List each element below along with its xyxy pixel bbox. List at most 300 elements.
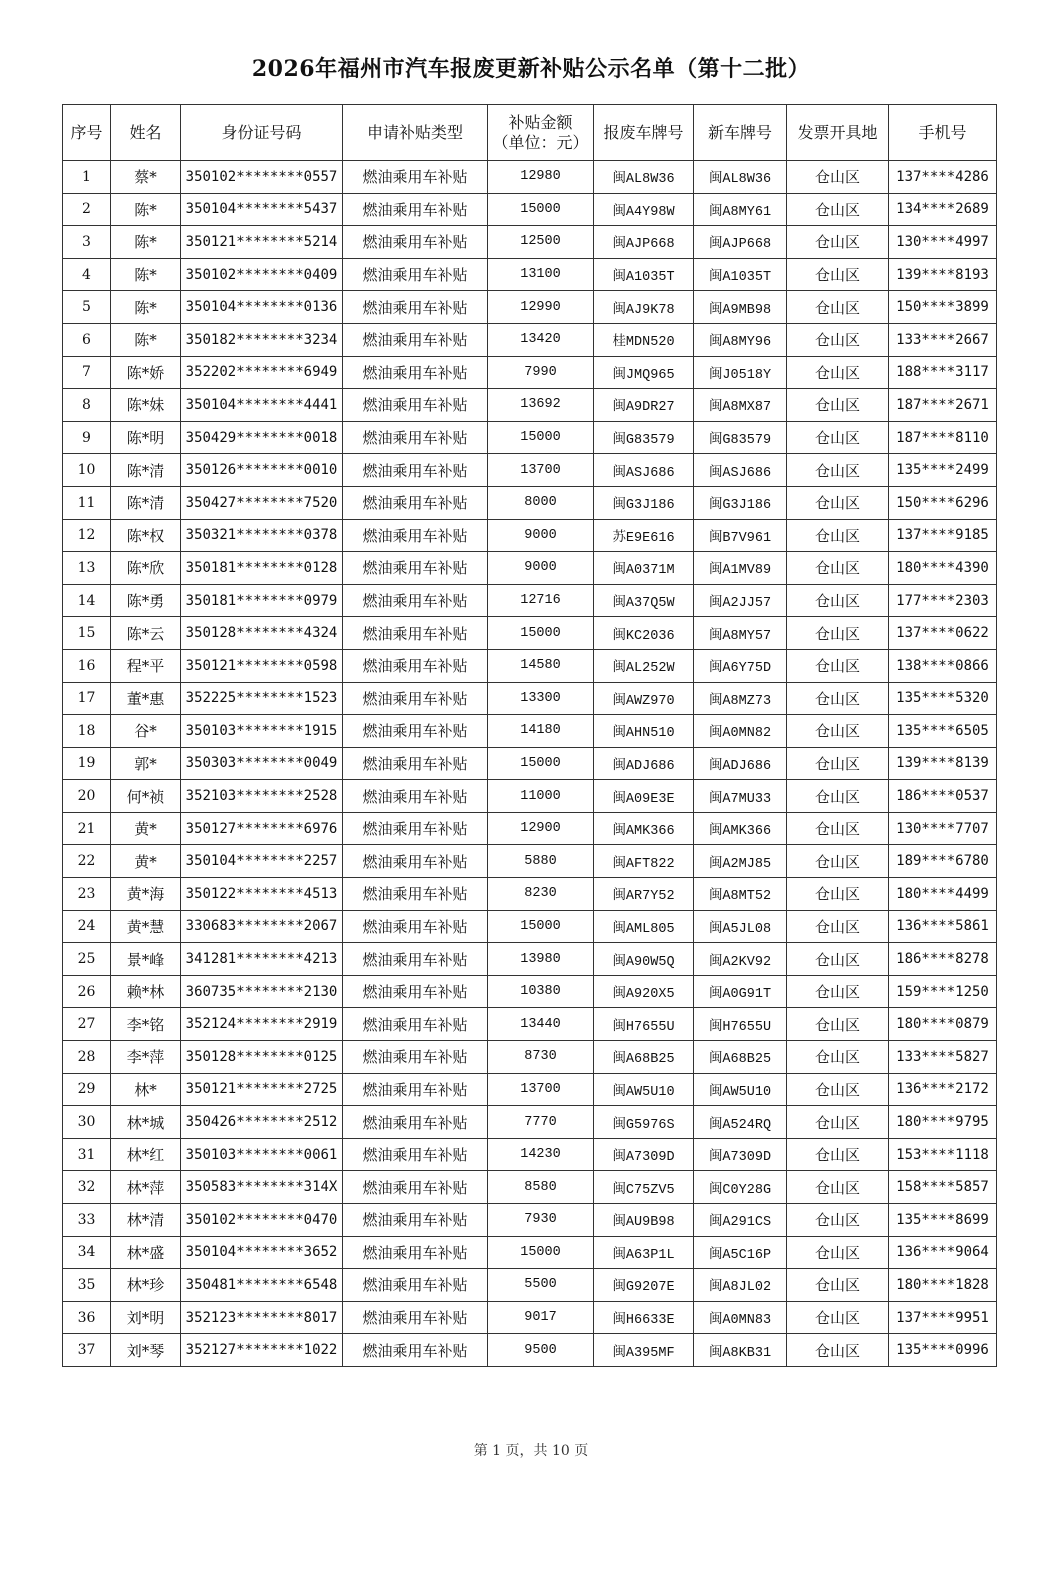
cell-id-number: 350181********0128: [181, 552, 343, 585]
table-row: [63, 1334, 997, 1367]
cell-id-number: 350303********0049: [181, 747, 343, 780]
cell-new-plate: 闽A8MY96: [694, 323, 787, 356]
cell-scrapped-plate: 闽A90W5Q: [594, 943, 694, 976]
cell-new-plate: 闽A0G91T: [694, 975, 787, 1008]
cell-id-number: 350181********0979: [181, 584, 343, 617]
cell-scrapped-plate: 闽AMK366: [594, 812, 694, 845]
cell-id-number: 350427********7520: [181, 486, 343, 519]
cell-id-number: 330683********2067: [181, 910, 343, 943]
cell-name: 刘*明: [111, 1301, 181, 1334]
cell-new-plate: 闽A8JL02: [694, 1269, 787, 1302]
cell-subsidy-type: 燃油乘用车补贴: [343, 682, 488, 715]
cell-seq: 24: [63, 910, 111, 943]
cell-subsidy-type: 燃油乘用车补贴: [343, 161, 488, 194]
cell-id-number: 350104********4441: [181, 389, 343, 422]
cell-invoice-place: 仓山区: [787, 1138, 889, 1171]
cell-subsidy-type: 燃油乘用车补贴: [343, 910, 488, 943]
cell-new-plate: 闽A0MN83: [694, 1301, 787, 1334]
cell-seq: 2: [63, 193, 111, 226]
cell-invoice-place: 仓山区: [787, 747, 889, 780]
table-row: [63, 1204, 997, 1237]
cell-invoice-place: 仓山区: [787, 682, 889, 715]
cell-phone: 153****1118: [889, 1138, 997, 1171]
cell-phone: 189****6780: [889, 845, 997, 878]
cell-amount: 11000: [488, 780, 594, 813]
cell-seq: 9: [63, 421, 111, 454]
cell-subsidy-type: 燃油乘用车补贴: [343, 649, 488, 682]
cell-seq: 32: [63, 1171, 111, 1204]
cell-phone: 134****2689: [889, 193, 997, 226]
cell-subsidy-type: 燃油乘用车补贴: [343, 421, 488, 454]
cell-invoice-place: 仓山区: [787, 1073, 889, 1106]
cell-name: 林*珍: [111, 1269, 181, 1302]
cell-invoice-place: 仓山区: [787, 552, 889, 585]
cell-seq: 23: [63, 878, 111, 911]
cell-new-plate: 闽A0MN82: [694, 715, 787, 748]
cell-scrapped-plate: 闽C75ZV5: [594, 1171, 694, 1204]
cell-subsidy-type: 燃油乘用车补贴: [343, 1106, 488, 1139]
cell-invoice-place: 仓山区: [787, 454, 889, 487]
cell-amount: 15000: [488, 617, 594, 650]
cell-seq: 28: [63, 1041, 111, 1074]
cell-subsidy-type: 燃油乘用车补贴: [343, 519, 488, 552]
cell-phone: 180****4499: [889, 878, 997, 911]
cell-name: 黄*: [111, 812, 181, 845]
cell-subsidy-type: 燃油乘用车补贴: [343, 486, 488, 519]
cell-id-number: 352127********1022: [181, 1334, 343, 1367]
cell-name: 陈*明: [111, 421, 181, 454]
cell-invoice-place: 仓山区: [787, 226, 889, 259]
cell-subsidy-type: 燃油乘用车补贴: [343, 389, 488, 422]
table-row: [63, 454, 997, 487]
cell-id-number: 341281********4213: [181, 943, 343, 976]
cell-id-number: 352103********2528: [181, 780, 343, 813]
cell-name: 李*铭: [111, 1008, 181, 1041]
cell-subsidy-type: 燃油乘用车补贴: [343, 975, 488, 1008]
cell-id-number: 350121********2725: [181, 1073, 343, 1106]
cell-name: 蔡*: [111, 161, 181, 194]
table-row: [63, 291, 997, 324]
cell-id-number: 350121********0598: [181, 649, 343, 682]
cell-phone: 136****5861: [889, 910, 997, 943]
cell-invoice-place: 仓山区: [787, 617, 889, 650]
cell-amount: 5880: [488, 845, 594, 878]
cell-scrapped-plate: 闽G5976S: [594, 1106, 694, 1139]
cell-subsidy-type: 燃油乘用车补贴: [343, 193, 488, 226]
cell-seq: 19: [63, 747, 111, 780]
table-row: [63, 1138, 997, 1171]
cell-scrapped-plate: 闽A37Q5W: [594, 584, 694, 617]
cell-seq: 35: [63, 1269, 111, 1302]
cell-phone: 187****8110: [889, 421, 997, 454]
header-amount-line1: 补贴金额: [508, 112, 573, 132]
cell-name: 董*惠: [111, 682, 181, 715]
cell-name: 陈*: [111, 323, 181, 356]
cell-subsidy-type: 燃油乘用车补贴: [343, 258, 488, 291]
cell-subsidy-type: 燃油乘用车补贴: [343, 552, 488, 585]
cell-invoice-place: 仓山区: [787, 878, 889, 911]
cell-invoice-place: 仓山区: [787, 486, 889, 519]
table-row: [63, 812, 997, 845]
cell-phone: 159****1250: [889, 975, 997, 1008]
cell-scrapped-plate: 闽AWZ970: [594, 682, 694, 715]
table-row: [63, 910, 997, 943]
cell-seq: 22: [63, 845, 111, 878]
table-row: [63, 1041, 997, 1074]
table-row: [63, 878, 997, 911]
cell-name: 陈*清: [111, 486, 181, 519]
cell-scrapped-plate: 闽A395MF: [594, 1334, 694, 1367]
header-amount-line2: （单位：元）: [492, 132, 589, 152]
cell-new-plate: 闽A8MY61: [694, 193, 787, 226]
cell-name: 黄*海: [111, 878, 181, 911]
cell-new-plate: 闽A5JL08: [694, 910, 787, 943]
cell-phone: 135****2499: [889, 454, 997, 487]
cell-phone: 139****8139: [889, 747, 997, 780]
cell-amount: 15000: [488, 421, 594, 454]
cell-subsidy-type: 燃油乘用车补贴: [343, 291, 488, 324]
cell-subsidy-type: 燃油乘用车补贴: [343, 1171, 488, 1204]
cell-seq: 18: [63, 715, 111, 748]
cell-name: 何*祯: [111, 780, 181, 813]
cell-new-plate: 闽B7V961: [694, 519, 787, 552]
table-row: [63, 258, 997, 291]
cell-new-plate: 闽AJP668: [694, 226, 787, 259]
cell-name: 陈*: [111, 226, 181, 259]
cell-seq: 8: [63, 389, 111, 422]
cell-seq: 12: [63, 519, 111, 552]
cell-amount: 13300: [488, 682, 594, 715]
cell-new-plate: 闽G3J186: [694, 486, 787, 519]
cell-scrapped-plate: 闽AL252W: [594, 649, 694, 682]
cell-seq: 30: [63, 1106, 111, 1139]
cell-id-number: 350182********3234: [181, 323, 343, 356]
cell-invoice-place: 仓山区: [787, 291, 889, 324]
cell-scrapped-plate: 闽AR7Y52: [594, 878, 694, 911]
cell-id-number: 350127********6976: [181, 812, 343, 845]
cell-scrapped-plate: 闽AU9B98: [594, 1204, 694, 1237]
cell-new-plate: 闽A2KV92: [694, 943, 787, 976]
cell-amount: 13980: [488, 943, 594, 976]
table-row: [63, 421, 997, 454]
cell-amount: 9000: [488, 519, 594, 552]
cell-amount: 8730: [488, 1041, 594, 1074]
cell-scrapped-plate: 闽KC2036: [594, 617, 694, 650]
cell-id-number: 350426********2512: [181, 1106, 343, 1139]
cell-name: 林*盛: [111, 1236, 181, 1269]
cell-subsidy-type: 燃油乘用车补贴: [343, 1138, 488, 1171]
cell-amount: 15000: [488, 1236, 594, 1269]
cell-seq: 16: [63, 649, 111, 682]
cell-seq: 4: [63, 258, 111, 291]
cell-new-plate: 闽A2MJ85: [694, 845, 787, 878]
cell-invoice-place: 仓山区: [787, 1269, 889, 1302]
table-row: [63, 323, 997, 356]
table-row: [63, 975, 997, 1008]
cell-id-number: 350122********4513: [181, 878, 343, 911]
cell-amount: 9017: [488, 1301, 594, 1334]
cell-phone: 137****4286: [889, 161, 997, 194]
cell-phone: 180****4390: [889, 552, 997, 585]
cell-name: 郭*: [111, 747, 181, 780]
cell-invoice-place: 仓山区: [787, 421, 889, 454]
table-row: [63, 1106, 997, 1139]
cell-amount: 8230: [488, 878, 594, 911]
cell-phone: 135****5320: [889, 682, 997, 715]
cell-name: 陈*欣: [111, 552, 181, 585]
table-row: [63, 715, 997, 748]
table-row: [63, 780, 997, 813]
cell-amount: 8000: [488, 486, 594, 519]
cell-seq: 3: [63, 226, 111, 259]
cell-invoice-place: 仓山区: [787, 161, 889, 194]
cell-scrapped-plate: 闽AL8W36: [594, 161, 694, 194]
cell-id-number: 350102********0470: [181, 1204, 343, 1237]
cell-new-plate: 闽G83579: [694, 421, 787, 454]
cell-invoice-place: 仓山区: [787, 910, 889, 943]
cell-scrapped-plate: 闽ADJ686: [594, 747, 694, 780]
cell-seq: 33: [63, 1204, 111, 1237]
cell-name: 陈*勇: [111, 584, 181, 617]
cell-seq: 7: [63, 356, 111, 389]
cell-new-plate: 闽C0Y28G: [694, 1171, 787, 1204]
cell-phone: 130****7707: [889, 812, 997, 845]
cell-phone: 186****0537: [889, 780, 997, 813]
cell-invoice-place: 仓山区: [787, 584, 889, 617]
cell-seq: 29: [63, 1073, 111, 1106]
cell-new-plate: 闽A8MZ73: [694, 682, 787, 715]
cell-seq: 15: [63, 617, 111, 650]
cell-amount: 12980: [488, 161, 594, 194]
cell-new-plate: 闽A68B25: [694, 1041, 787, 1074]
cell-new-plate: 闽A1035T: [694, 258, 787, 291]
cell-new-plate: 闽A8MT52: [694, 878, 787, 911]
cell-amount: 7770: [488, 1106, 594, 1139]
cell-seq: 13: [63, 552, 111, 585]
table-body: [63, 161, 997, 1367]
cell-scrapped-plate: 闽A4Y98W: [594, 193, 694, 226]
cell-invoice-place: 仓山区: [787, 975, 889, 1008]
cell-seq: 34: [63, 1236, 111, 1269]
cell-name: 陈*: [111, 291, 181, 324]
cell-subsidy-type: 燃油乘用车补贴: [343, 584, 488, 617]
cell-name: 陈*清: [111, 454, 181, 487]
cell-seq: 27: [63, 1008, 111, 1041]
cell-subsidy-type: 燃油乘用车补贴: [343, 1041, 488, 1074]
header-amount: [488, 105, 594, 161]
cell-id-number: 350104********0136: [181, 291, 343, 324]
cell-subsidy-type: 燃油乘用车补贴: [343, 715, 488, 748]
cell-subsidy-type: 燃油乘用车补贴: [343, 1204, 488, 1237]
cell-new-plate: 闽AMK366: [694, 812, 787, 845]
cell-phone: 135****0996: [889, 1334, 997, 1367]
cell-name: 陈*: [111, 193, 181, 226]
cell-name: 李*萍: [111, 1041, 181, 1074]
cell-subsidy-type: 燃油乘用车补贴: [343, 878, 488, 911]
cell-seq: 37: [63, 1334, 111, 1367]
cell-scrapped-plate: 闽A09E3E: [594, 780, 694, 813]
cell-new-plate: 闽J0518Y: [694, 356, 787, 389]
cell-scrapped-plate: 闽AJP668: [594, 226, 694, 259]
table-row: [63, 161, 997, 194]
cell-seq: 20: [63, 780, 111, 813]
cell-name: 林*萍: [111, 1171, 181, 1204]
table-row: [63, 1301, 997, 1334]
cell-name: 刘*琴: [111, 1334, 181, 1367]
cell-subsidy-type: 燃油乘用车补贴: [343, 617, 488, 650]
cell-name: 林*城: [111, 1106, 181, 1139]
cell-new-plate: 闽A5C16P: [694, 1236, 787, 1269]
cell-invoice-place: 仓山区: [787, 356, 889, 389]
cell-name: 陈*妹: [111, 389, 181, 422]
cell-new-plate: 闽A7309D: [694, 1138, 787, 1171]
cell-id-number: 352202********6949: [181, 356, 343, 389]
cell-subsidy-type: 燃油乘用车补贴: [343, 845, 488, 878]
cell-scrapped-plate: 闽AJ9K78: [594, 291, 694, 324]
cell-amount: 15000: [488, 910, 594, 943]
cell-scrapped-plate: 闽H7655U: [594, 1008, 694, 1041]
cell-scrapped-plate: 桂MDN520: [594, 323, 694, 356]
header-phone: 手机号: [889, 105, 997, 161]
cell-subsidy-type: 燃油乘用车补贴: [343, 1301, 488, 1334]
header-new-plate: 新车牌号: [694, 105, 787, 161]
cell-id-number: 350429********0018: [181, 421, 343, 454]
cell-id-number: 350128********0125: [181, 1041, 343, 1074]
table-row: [63, 1269, 997, 1302]
cell-seq: 14: [63, 584, 111, 617]
cell-seq: 17: [63, 682, 111, 715]
cell-invoice-place: 仓山区: [787, 1041, 889, 1074]
cell-new-plate: 闽A6Y75D: [694, 649, 787, 682]
cell-phone: 135****8699: [889, 1204, 997, 1237]
cell-id-number: 350102********0409: [181, 258, 343, 291]
cell-invoice-place: 仓山区: [787, 1171, 889, 1204]
table-row: [63, 845, 997, 878]
cell-new-plate: 闽ASJ686: [694, 454, 787, 487]
cell-name: 景*峰: [111, 943, 181, 976]
cell-id-number: 352225********1523: [181, 682, 343, 715]
cell-amount: 14230: [488, 1138, 594, 1171]
cell-phone: 136****9064: [889, 1236, 997, 1269]
table-row: [63, 389, 997, 422]
table-row: [63, 617, 997, 650]
cell-amount: 14580: [488, 649, 594, 682]
cell-scrapped-plate: 闽AFT822: [594, 845, 694, 878]
cell-phone: 180****0879: [889, 1008, 997, 1041]
cell-name: 林*: [111, 1073, 181, 1106]
cell-amount: 13420: [488, 323, 594, 356]
cell-name: 陈*权: [111, 519, 181, 552]
cell-subsidy-type: 燃油乘用车补贴: [343, 356, 488, 389]
cell-seq: 21: [63, 812, 111, 845]
cell-invoice-place: 仓山区: [787, 1008, 889, 1041]
cell-name: 黄*慧: [111, 910, 181, 943]
cell-invoice-place: 仓山区: [787, 519, 889, 552]
cell-new-plate: 闽AL8W36: [694, 161, 787, 194]
cell-invoice-place: 仓山区: [787, 845, 889, 878]
cell-new-plate: 闽A8KB31: [694, 1334, 787, 1367]
cell-scrapped-plate: 闽A0371M: [594, 552, 694, 585]
cell-seq: 11: [63, 486, 111, 519]
table-row: [63, 682, 997, 715]
cell-new-plate: 闽ADJ686: [694, 747, 787, 780]
cell-amount: 15000: [488, 193, 594, 226]
cell-scrapped-plate: 闽G83579: [594, 421, 694, 454]
header-invoice-place: 发票开具地: [787, 105, 889, 161]
table-row: [63, 747, 997, 780]
cell-amount: 9500: [488, 1334, 594, 1367]
cell-id-number: 350102********0557: [181, 161, 343, 194]
cell-scrapped-plate: 闽JMQ965: [594, 356, 694, 389]
cell-phone: 138****0866: [889, 649, 997, 682]
cell-id-number: 352124********2919: [181, 1008, 343, 1041]
cell-phone: 186****8278: [889, 943, 997, 976]
cell-subsidy-type: 燃油乘用车补贴: [343, 1269, 488, 1302]
cell-scrapped-plate: 闽G3J186: [594, 486, 694, 519]
header-name: 姓名: [111, 105, 181, 161]
cell-invoice-place: 仓山区: [787, 943, 889, 976]
cell-subsidy-type: 燃油乘用车补贴: [343, 812, 488, 845]
cell-subsidy-type: 燃油乘用车补贴: [343, 226, 488, 259]
table-row: [63, 1171, 997, 1204]
cell-id-number: 350128********4324: [181, 617, 343, 650]
cell-phone: 158****5857: [889, 1171, 997, 1204]
cell-invoice-place: 仓山区: [787, 1204, 889, 1237]
cell-phone: 137****9951: [889, 1301, 997, 1334]
cell-invoice-place: 仓山区: [787, 193, 889, 226]
cell-id-number: 350103********1915: [181, 715, 343, 748]
cell-invoice-place: 仓山区: [787, 323, 889, 356]
cell-scrapped-plate: 闽ASJ686: [594, 454, 694, 487]
cell-subsidy-type: 燃油乘用车补贴: [343, 323, 488, 356]
cell-name: 林*清: [111, 1204, 181, 1237]
cell-subsidy-type: 燃油乘用车补贴: [343, 780, 488, 813]
cell-amount: 12900: [488, 812, 594, 845]
document-title: 2026年福州市汽车报废更新补贴公示名单（第十二批）: [251, 56, 811, 82]
cell-name: 谷*: [111, 715, 181, 748]
cell-phone: 137****9185: [889, 519, 997, 552]
cell-phone: 177****2303: [889, 584, 997, 617]
cell-phone: 130****4997: [889, 226, 997, 259]
cell-seq: 6: [63, 323, 111, 356]
cell-scrapped-plate: 闽AHN510: [594, 715, 694, 748]
cell-subsidy-type: 燃油乘用车补贴: [343, 747, 488, 780]
cell-scrapped-plate: 闽G9207E: [594, 1269, 694, 1302]
cell-new-plate: 闽H7655U: [694, 1008, 787, 1041]
cell-seq: 5: [63, 291, 111, 324]
cell-invoice-place: 仓山区: [787, 1236, 889, 1269]
cell-id-number: 350321********0378: [181, 519, 343, 552]
cell-new-plate: 闽A524RQ: [694, 1106, 787, 1139]
cell-scrapped-plate: 闽A920X5: [594, 975, 694, 1008]
cell-phone: 150****3899: [889, 291, 997, 324]
cell-new-plate: 闽A9MB98: [694, 291, 787, 324]
cell-new-plate: 闽AW5U10: [694, 1073, 787, 1106]
cell-amount: 9000: [488, 552, 594, 585]
cell-phone: 135****6505: [889, 715, 997, 748]
cell-phone: 133****2667: [889, 323, 997, 356]
cell-amount: 12500: [488, 226, 594, 259]
cell-scrapped-plate: 苏E9E616: [594, 519, 694, 552]
cell-amount: 10380: [488, 975, 594, 1008]
cell-amount: 13440: [488, 1008, 594, 1041]
cell-name: 赖*林: [111, 975, 181, 1008]
cell-subsidy-type: 燃油乘用车补贴: [343, 1236, 488, 1269]
cell-subsidy-type: 燃油乘用车补贴: [343, 1008, 488, 1041]
table-row: [63, 584, 997, 617]
cell-new-plate: 闽A7MU33: [694, 780, 787, 813]
cell-name: 林*红: [111, 1138, 181, 1171]
